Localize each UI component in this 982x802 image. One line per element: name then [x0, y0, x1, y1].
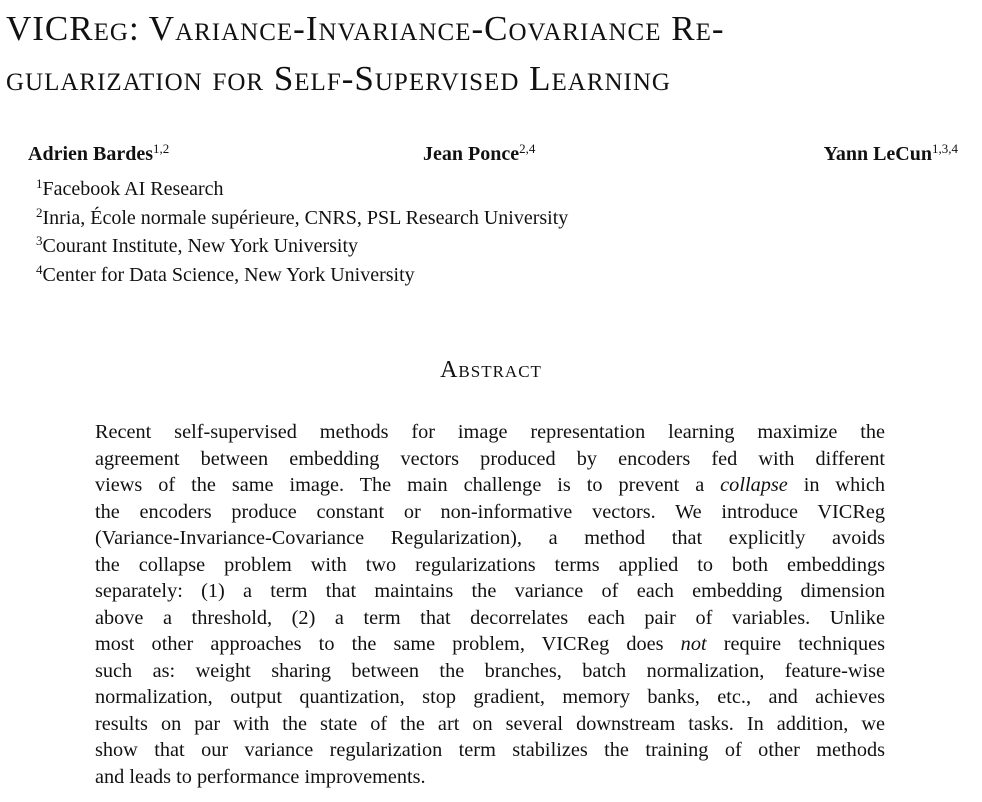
affil-number: 4	[36, 261, 43, 277]
abstract-line: views of the same image. The main challenge is to prevent a collapse in which	[95, 474, 885, 496]
affiliation-1	[36, 175, 568, 204]
affil-text: Inria, École normale supérieure, CNRS, PSL Research University	[42, 206, 569, 229]
abstract-line: most other approaches to the same problem, VICReg does not require techniques	[95, 633, 885, 655]
paper-title	[6, 4, 976, 104]
author-affil-marker: 1,3,4	[932, 141, 958, 156]
affiliation-4	[36, 261, 568, 290]
affiliation-2	[36, 204, 568, 233]
author-affil-marker: 1,2	[153, 141, 170, 156]
affiliation-3	[36, 232, 568, 261]
abstract-body	[95, 419, 885, 790]
abstract-line: separately: (1) a term that maintains the variance of each embedding dimension	[95, 580, 885, 602]
affil-number: 3	[36, 233, 43, 248]
affiliations	[36, 175, 568, 289]
author-name: Adrien Bardes	[28, 143, 153, 165]
abstract-line: Recent self-supervised methods for image representation learning maximize the	[95, 421, 885, 443]
abstract-line: normalization, output quantization, stop gradient, memory banks, etc., and achieves	[95, 686, 885, 708]
affil-text: Courant Institute, New York University	[42, 235, 359, 257]
title-line-2: gularization for Self-Supervised Learning	[6, 59, 671, 98]
author-adrien-bardes	[28, 143, 169, 166]
author-yann-lecun	[824, 143, 958, 166]
abstract-heading: Abstract	[440, 357, 542, 383]
abstract-line: and leads to performance improvements.	[95, 765, 426, 788]
emphasis-collapse: collapse	[720, 474, 788, 496]
author-name: Jean Ponce	[423, 143, 520, 165]
author-affil-marker: 2,4	[519, 141, 536, 156]
affil-text: Facebook AI Research	[42, 178, 224, 200]
abstract-line: the encoders produce constant or non-informative vectors. We introduce VICReg	[95, 500, 885, 523]
author-name: Yann LeCun	[823, 143, 932, 165]
abstract-line: above a threshold, (2) a term that decorrelates each pair of variables. Unlike	[95, 606, 885, 629]
abstract-line: results on par with the state of the art on several downstream tasks. In addition, we	[95, 712, 885, 735]
author-jean-ponce	[423, 143, 535, 166]
affil-number: 2	[36, 204, 43, 220]
emphasis-not: not	[680, 633, 707, 655]
abstract-line: such as: weight sharing between the branches, batch normalization, feature-wise	[95, 659, 885, 682]
abstract-line: (Variance-Invariance-Covariance Regularization), a method that explicitly avoids	[95, 527, 885, 549]
abstract-line: agreement between embedding vectors produced by encoders fed with different	[95, 447, 885, 470]
affil-text: Center for Data Science, New York University	[42, 263, 415, 286]
title-line-1: VICReg: Variance-Invariance-Covariance Re-	[6, 9, 725, 48]
abstract-line: show that our variance regularization term stabilizes the training of other methods	[95, 739, 885, 761]
affil-number: 1	[36, 176, 43, 191]
abstract-line: the collapse problem with two regularizations terms applied to both embeddings	[95, 553, 885, 576]
